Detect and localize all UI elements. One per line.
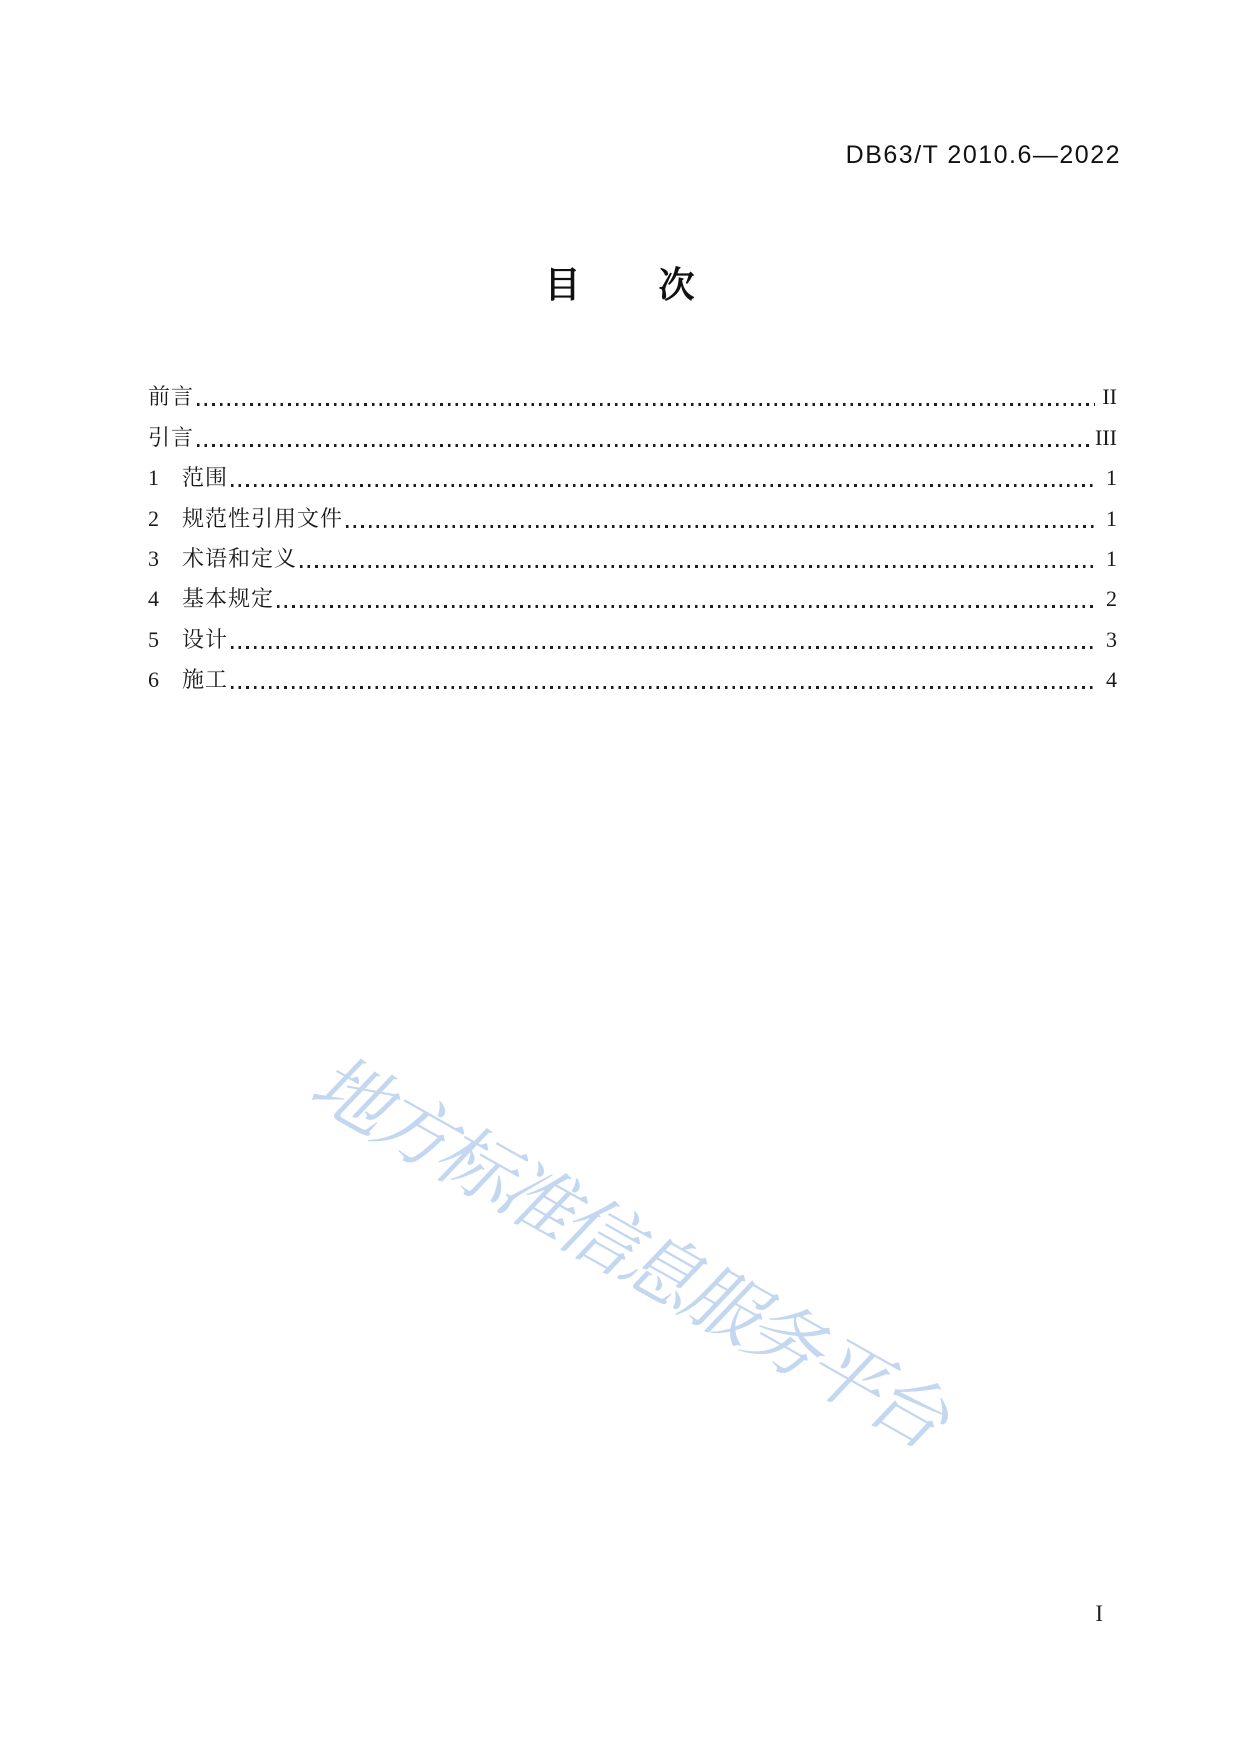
toc-dot-leader-icon [231,646,1095,649]
toc-entry [148,451,1117,491]
toc-dot-leader-icon [231,686,1095,689]
toc-entry-title: 引言 [148,424,195,450]
toc-entry-page: 4 [1106,667,1117,693]
toc-entry-title: 规范性引用文件 [182,505,344,531]
toc-list [148,370,1117,693]
toc-entry [148,532,1117,572]
toc-entry-title: 设计 [182,626,229,652]
toc-dot-leader-icon [197,444,1091,447]
toc-dot-leader-icon [277,605,1095,608]
toc-entry [148,653,1117,693]
toc-entry-title: 术语和定义 [182,545,298,571]
toc-entry-page: 2 [1106,586,1117,612]
standard-code: DB63/T 2010.6—2022 [845,141,1121,169]
toc-dot-leader-icon [197,403,1095,406]
toc-entry-page: III [1095,424,1117,450]
toc-dot-leader-icon [346,525,1095,528]
toc-entry [148,491,1117,531]
page-title: 目 次 [544,264,697,305]
toc-entry-number: 3 [148,545,159,571]
toc-entry [148,572,1117,612]
toc-entry-page: 1 [1106,545,1117,571]
toc-entry-title: 范围 [182,465,229,491]
toc-entry-number: 1 [148,465,159,491]
toc-entry-number: 4 [148,586,159,612]
toc-entry-page: II [1102,384,1117,410]
toc-entry [148,612,1117,652]
toc-entry-title: 基本规定 [182,586,275,612]
toc-entry-number: 2 [148,505,159,531]
toc-entry-page: 1 [1106,465,1117,491]
toc-entry-title: 施工 [182,667,229,693]
toc-entry [148,370,1117,410]
toc-entry-number: 6 [148,667,159,693]
page-number: I [1095,1601,1103,1626]
toc-entry-page: 3 [1106,626,1117,652]
toc-entry-page: 1 [1106,505,1117,531]
toc-entry-number: 5 [148,626,159,652]
toc-dot-leader-icon [231,484,1095,487]
toc-entry-title: 前言 [148,384,195,410]
toc-entry [148,410,1117,450]
watermark: 地方标准信息服务平台 [297,1040,957,1464]
toc-dot-leader-icon [300,565,1095,568]
